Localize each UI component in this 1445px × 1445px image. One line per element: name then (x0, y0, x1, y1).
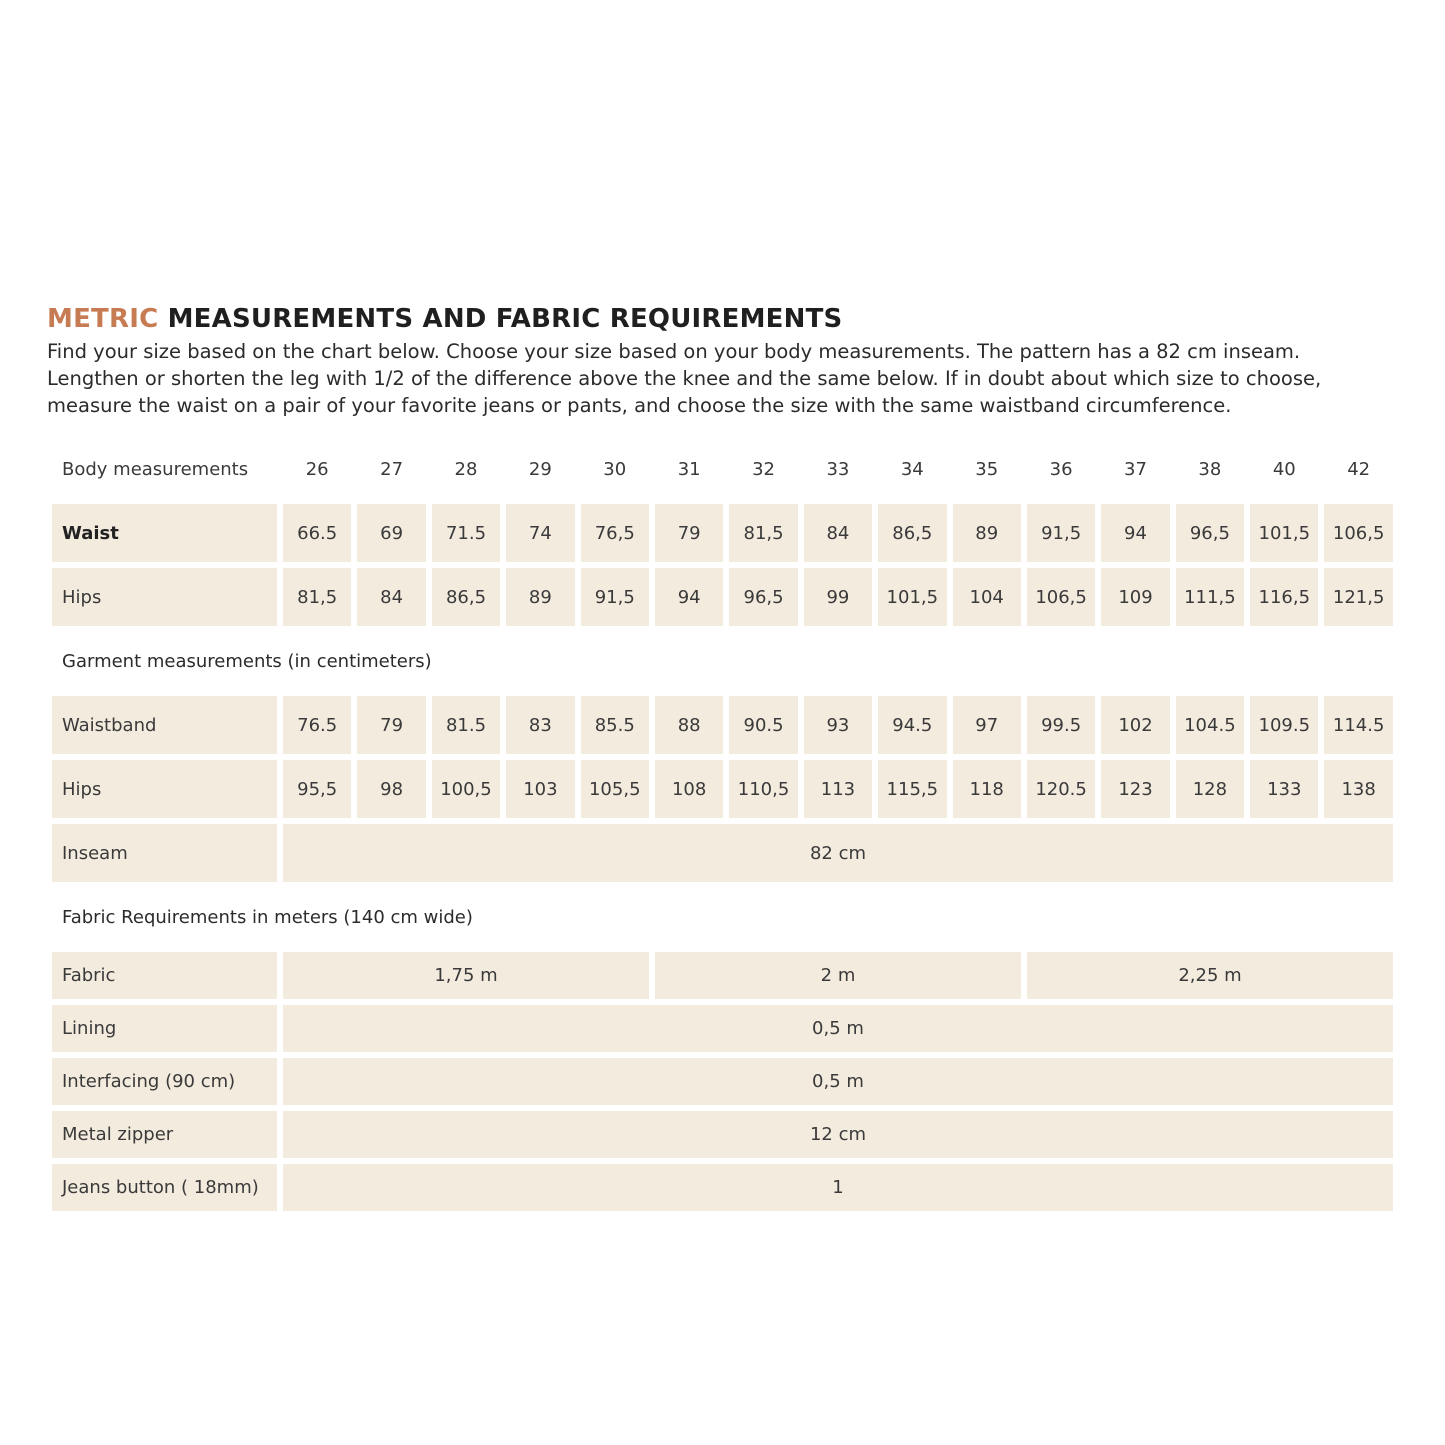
inseam-value: 82 cm (283, 824, 1393, 882)
table-cell: 81,5 (283, 568, 351, 626)
table-cell: 104.5 (1176, 696, 1244, 754)
table-cell: 109 (1101, 568, 1169, 626)
row-label-fabric: Fabric (52, 952, 277, 999)
row-label-waistband: Waistband (52, 696, 277, 754)
table-cell: 81,5 (729, 504, 797, 562)
table-cell: 128 (1176, 760, 1244, 818)
page-title (47, 304, 842, 334)
table-cell: 118 (953, 760, 1021, 818)
table-cell: 101,5 (878, 568, 946, 626)
table-cell: 101,5 (1250, 504, 1318, 562)
row-label-lining: Lining (52, 1005, 277, 1052)
table-cell: 84 (357, 568, 425, 626)
size-header: 38 (1198, 458, 1222, 480)
table-row (52, 1005, 1393, 1052)
table-cell: 123 (1101, 760, 1169, 818)
table-cell: 94 (655, 568, 723, 626)
table-cell: 91,5 (1027, 504, 1095, 562)
table-cell: 99 (804, 568, 872, 626)
size-header: 42 (1347, 458, 1371, 480)
table-cell: 93 (804, 696, 872, 754)
fabric-value: 2 m (655, 952, 1021, 999)
table-cell: 89 (953, 504, 1021, 562)
table-cell: 85.5 (581, 696, 649, 754)
body-header-row (52, 440, 1393, 498)
row-label-hips: Hips (52, 760, 277, 818)
table-cell: 104 (953, 568, 1021, 626)
table-row (52, 1164, 1393, 1211)
table-cell: 89 (506, 568, 574, 626)
table-cell: 86,5 (432, 568, 500, 626)
metal-zipper-value: 12 cm (283, 1111, 1393, 1158)
title-rest: MEASUREMENTS AND FABRIC REQUIREMENTS (158, 304, 843, 334)
table-cell: 103 (506, 760, 574, 818)
size-header: 34 (900, 458, 924, 480)
row-label-waist: Waist (52, 504, 277, 562)
intro-text (47, 338, 1407, 419)
table-row (52, 1058, 1393, 1105)
table-cell: 95,5 (283, 760, 351, 818)
table-cell: 100,5 (432, 760, 500, 818)
table-cell: 97 (953, 696, 1021, 754)
table-cell: 79 (357, 696, 425, 754)
size-header: 28 (454, 458, 478, 480)
size-header: 36 (1049, 458, 1073, 480)
intro-line: measure the waist on a pair of your favorite jeans or pants, and choose the size with the same waistband circumference. (47, 394, 1232, 417)
table-cell: 110,5 (729, 760, 797, 818)
table-cell: 115,5 (878, 760, 946, 818)
garment-measurements-title: Garment measurements (in centimeters) (62, 650, 432, 672)
fabric-value: 1,75 m (283, 952, 649, 999)
table-row (52, 824, 1393, 882)
row-label-jeans-button: Jeans button ( 18mm) (52, 1164, 277, 1211)
size-header: 40 (1272, 458, 1296, 480)
table-cell: 98 (357, 760, 425, 818)
table-cell: 83 (506, 696, 574, 754)
fabric-value: 2,25 m (1027, 952, 1393, 999)
table-row (52, 696, 1393, 754)
table-cell: 76.5 (283, 696, 351, 754)
table-cell: 84 (804, 504, 872, 562)
table-cell: 116,5 (1250, 568, 1318, 626)
table-cell: 99.5 (1027, 696, 1095, 754)
interfacing-value: 0,5 m (283, 1058, 1393, 1105)
table-cell: 74 (506, 504, 574, 562)
table-cell: 71.5 (432, 504, 500, 562)
size-header: 37 (1124, 458, 1147, 480)
size-header: 27 (380, 458, 404, 480)
size-header: 26 (305, 458, 329, 480)
table-cell: 121,5 (1324, 568, 1392, 626)
table-row (52, 504, 1393, 562)
size-header: 29 (528, 458, 552, 480)
table-cell: 66.5 (283, 504, 351, 562)
table-cell: 79 (655, 504, 723, 562)
size-header: 35 (975, 458, 999, 480)
table-row (52, 760, 1393, 818)
fabric-requirements-title: Fabric Requirements in meters (140 cm wide) (62, 906, 473, 928)
size-header: 33 (826, 458, 850, 480)
table-cell: 86,5 (878, 504, 946, 562)
table-cell: 133 (1250, 760, 1318, 818)
intro-line: Find your size based on the chart below. Choose your size based on your body measurements. The pattern has a 82 cm inseam. (47, 340, 1301, 363)
row-label-inseam: Inseam (52, 824, 277, 882)
row-label-hips: Hips (52, 568, 277, 626)
table-cell: 88 (655, 696, 723, 754)
size-header: 32 (752, 458, 775, 480)
table-row (52, 1111, 1393, 1158)
table-cell: 108 (655, 760, 723, 818)
row-label-metal-zipper: Metal zipper (52, 1111, 277, 1158)
size-header: 31 (677, 458, 701, 480)
table-cell: 113 (804, 760, 872, 818)
table-cell: 138 (1324, 760, 1392, 818)
table-cell: 120.5 (1027, 760, 1095, 818)
title-accent: METRIC (47, 304, 159, 334)
table-cell: 76,5 (581, 504, 649, 562)
table-cell: 90.5 (729, 696, 797, 754)
table-cell: 69 (357, 504, 425, 562)
table-cell: 94.5 (878, 696, 946, 754)
table-cell: 114.5 (1324, 696, 1392, 754)
table-cell: 105,5 (581, 760, 649, 818)
lining-value: 0,5 m (283, 1005, 1393, 1052)
table-cell: 109.5 (1250, 696, 1318, 754)
table-cell: 94 (1101, 504, 1169, 562)
intro-line: Lengthen or shorten the leg with 1/2 of the difference above the knee and the same below. If in doubt about which size to choose, (47, 367, 1322, 390)
size-header: 30 (603, 458, 627, 480)
table-row (52, 952, 1393, 999)
body-measurements-title: Body measurements (62, 458, 249, 480)
table-cell: 96,5 (729, 568, 797, 626)
jeans-button-value: 1 (283, 1164, 1393, 1211)
table-cell: 111,5 (1176, 568, 1244, 626)
table-cell: 102 (1101, 696, 1169, 754)
table-cell: 96,5 (1176, 504, 1244, 562)
table-cell: 106,5 (1027, 568, 1095, 626)
table-cell: 91,5 (581, 568, 649, 626)
table-cell: 81.5 (432, 696, 500, 754)
size-chart (52, 440, 1393, 1211)
table-row (52, 568, 1393, 626)
table-cell: 106,5 (1324, 504, 1392, 562)
row-label-interfacing: Interfacing (90 cm) (52, 1058, 277, 1105)
